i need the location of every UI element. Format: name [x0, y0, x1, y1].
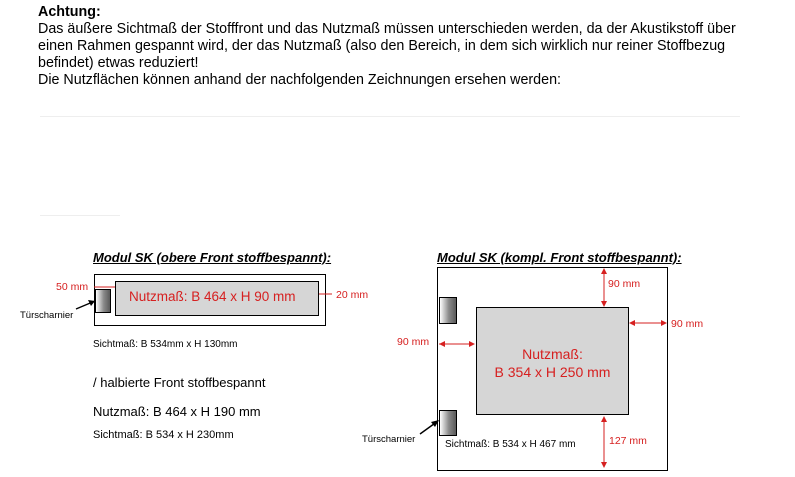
- intro-line-2: einen Rahmen gespannt wird, der das Nutzmaß (also den Bereich, in dem sich wirklich nur reiner Stoffbezug: [38, 38, 726, 54]
- left-alt-sichtmass: Sichtmaß: B 534 x H 230mm: [93, 429, 234, 441]
- right-diagram-heading: Modul SK (kompl. Front stoffbespannt):: [437, 250, 682, 265]
- left-alt-title: / halbierte Front stoffbespannt: [93, 375, 266, 390]
- right-sichtmass: Sichtmaß: B 534 x H 467 mm: [445, 439, 576, 450]
- right-nutzmass-line-1: Nutzmaß:: [522, 346, 583, 362]
- left-nutzmass-label: Nutzmaß: B 464 x H 90 mm: [129, 289, 296, 304]
- divider-artifact: [40, 215, 120, 216]
- intro-title: Achtung:: [38, 4, 101, 20]
- left-sichtmass: Sichtmaß: B 534mm x H 130mm: [93, 339, 238, 350]
- left-dimension-lines: [0, 270, 360, 330]
- intro-line-3: befindet) etwas reduziert!: [38, 55, 199, 71]
- left-alt-nutzmass: Nutzmaß: B 464 x H 190 mm: [93, 404, 261, 419]
- right-dim-left: 90 mm: [397, 336, 430, 348]
- left-diagram-heading: Modul SK (obere Front stoffbespannt):: [93, 250, 332, 265]
- left-dim-right: 20 mm: [336, 289, 369, 301]
- divider-artifact: [40, 116, 740, 117]
- right-hinge-label: Türscharnier: [362, 434, 416, 445]
- intro-text: [38, 4, 758, 89]
- right-nutzmass-line-2: B 354 x H 250 mm: [494, 364, 611, 380]
- right-dim-bottom: 127 mm: [609, 435, 647, 447]
- intro-line-4: Die Nutzflächen können anhand der nachfolgenden Zeichnungen ersehen werden:: [38, 72, 562, 88]
- right-dim-right: 90 mm: [671, 318, 704, 330]
- left-hinge-label: Türscharnier: [20, 310, 74, 321]
- right-dim-top: 90 mm: [608, 278, 641, 290]
- left-dim-left: 50 mm: [56, 281, 89, 293]
- intro-line-1: Das äußere Sichtmaß der Stofffront und das Nutzmaß müssen unterschieden werden, da der Akustikstoff über: [38, 21, 736, 37]
